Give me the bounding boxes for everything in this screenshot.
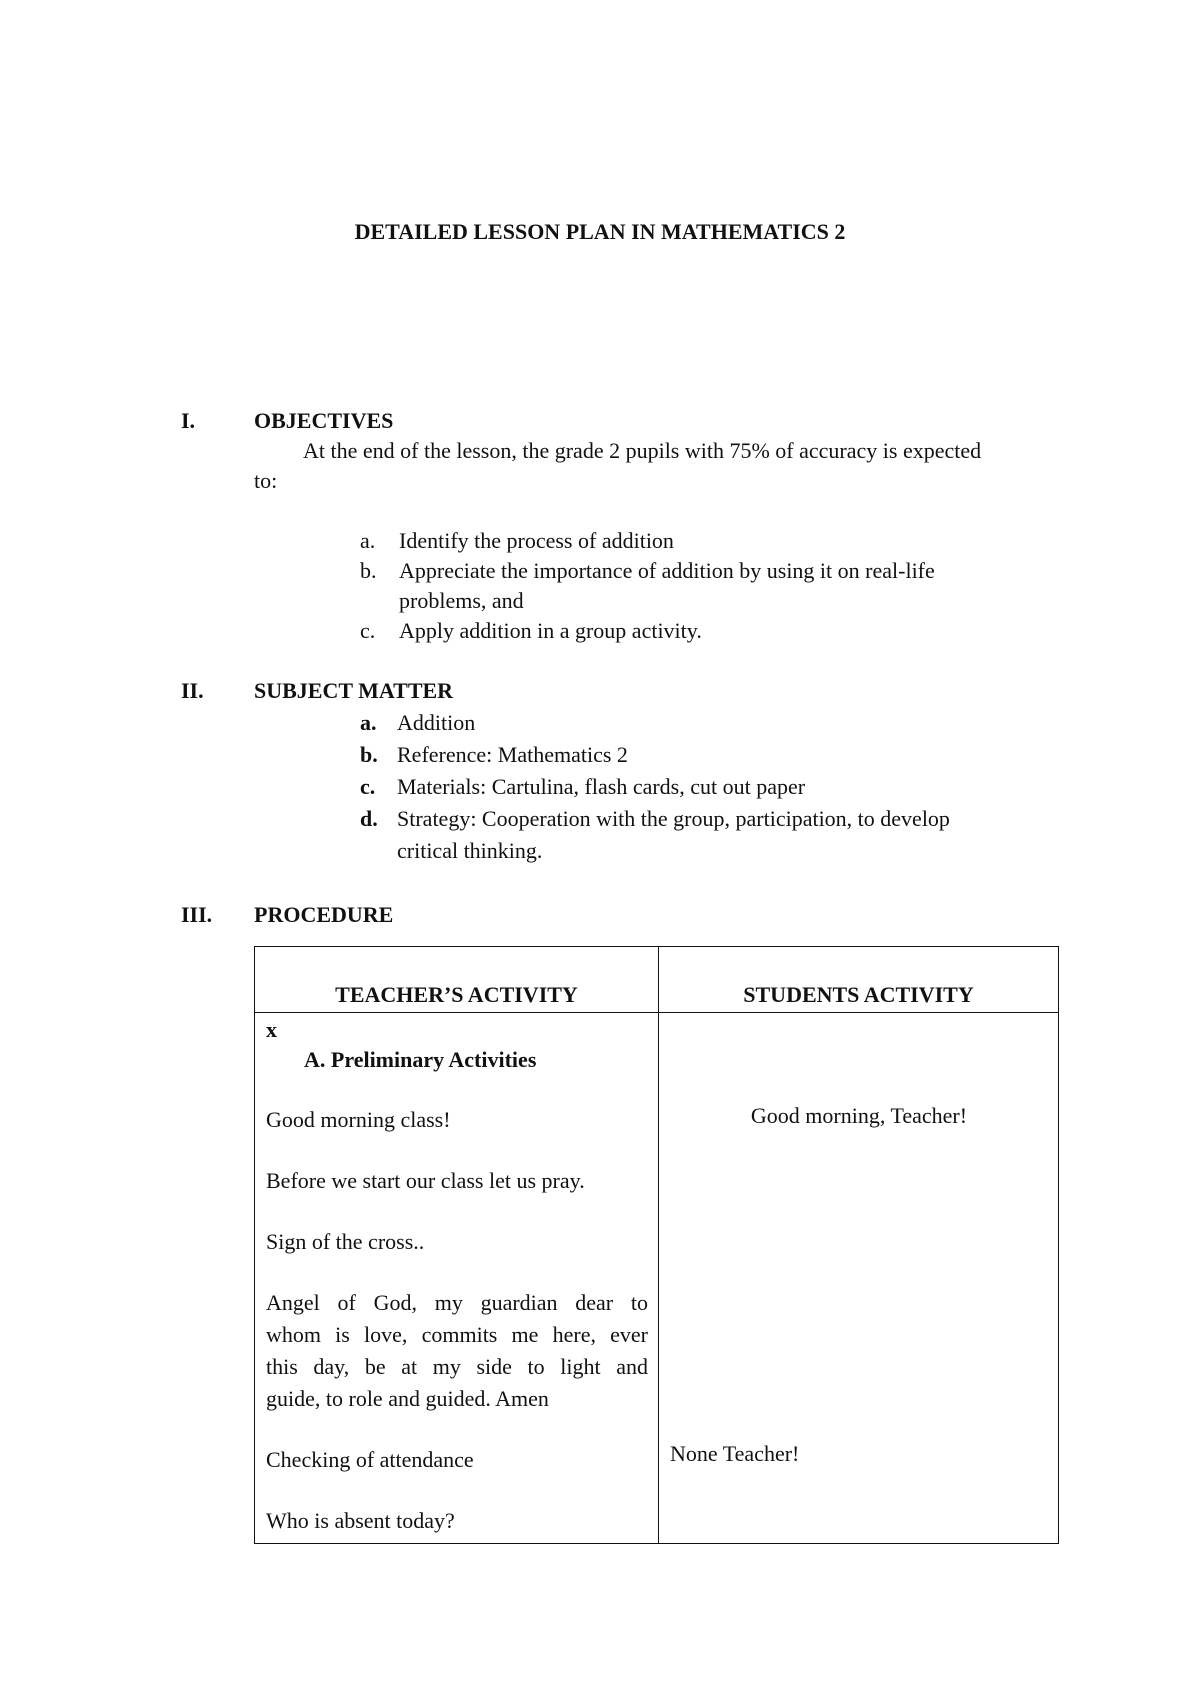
preliminary-activities-heading: A. Preliminary Activities	[304, 1047, 537, 1072]
subject-item-c: Materials: Cartulina, flash cards, cut out paper	[397, 774, 806, 799]
teacher-absent-question: Who is absent today?	[266, 1508, 455, 1533]
subject-letter-d: d.	[360, 806, 378, 831]
objective-item-b-line2: problems, and	[399, 588, 524, 613]
objectives-heading: OBJECTIVES	[254, 408, 394, 433]
objectives-intro-line2: to:	[254, 468, 278, 493]
teacher-greeting: Good morning class!	[266, 1107, 451, 1132]
document-title: DETAILED LESSON PLAN IN MATHEMATICS 2	[354, 219, 846, 244]
subject-matter-number: II.	[181, 678, 204, 703]
mark-x: x	[266, 1017, 277, 1042]
subject-item-b: Reference: Mathematics 2	[397, 742, 628, 767]
prayer-line-1: Angel of God, my guardian dear to	[266, 1290, 648, 1315]
objectives-intro-line1: At the end of the lesson, the grade 2 pupils with 75% of accuracy is expected	[303, 438, 982, 463]
objectives-number: I.	[181, 408, 196, 433]
prayer-line-4: guide, to role and guided. Amen	[266, 1386, 549, 1411]
teacher-attendance: Checking of attendance	[266, 1447, 474, 1472]
students-activity-cell	[659, 1013, 1059, 1544]
student-absent-reply: None Teacher!	[670, 1441, 800, 1466]
prayer-line-2: whom is love, commits me here, ever	[266, 1322, 648, 1347]
objective-item-b-line1: Appreciate the importance of addition by using it on real-life	[399, 558, 935, 583]
subject-item-d-line1: Strategy: Cooperation with the group, participation, to develop	[397, 806, 950, 831]
subject-matter-heading: SUBJECT MATTER	[254, 678, 454, 703]
procedure-number: III.	[181, 902, 213, 927]
teacher-sign-of-cross: Sign of the cross..	[266, 1229, 425, 1254]
procedure-heading: PROCEDURE	[254, 902, 394, 927]
subject-item-d-line2: critical thinking.	[397, 838, 543, 863]
subject-letter-b: b.	[360, 742, 378, 767]
teacher-activity-header: TEACHER’S ACTIVITY	[255, 947, 659, 1013]
subject-letter-a: a.	[360, 710, 377, 735]
objective-item-c: Apply addition in a group activity.	[399, 618, 702, 643]
table-row	[255, 1013, 1059, 1544]
table-header-row	[255, 947, 1059, 1013]
teacher-activity-cell	[255, 1013, 659, 1544]
objective-letter-a: a.	[360, 528, 376, 553]
students-activity-header: STUDENTS ACTIVITY	[659, 947, 1059, 1013]
objective-letter-b: b.	[360, 558, 377, 583]
subject-letter-c: c.	[360, 774, 376, 799]
teacher-pray: Before we start our class let us pray.	[266, 1168, 585, 1193]
objective-letter-c: c.	[360, 618, 376, 643]
subject-item-a: Addition	[397, 710, 476, 735]
student-greeting: Good morning, Teacher!	[750, 1103, 968, 1128]
objective-item-a: Identify the process of addition	[399, 528, 674, 553]
prayer-line-3: this day, be at my side to light and	[266, 1354, 648, 1379]
procedure-table	[254, 946, 1059, 1544]
